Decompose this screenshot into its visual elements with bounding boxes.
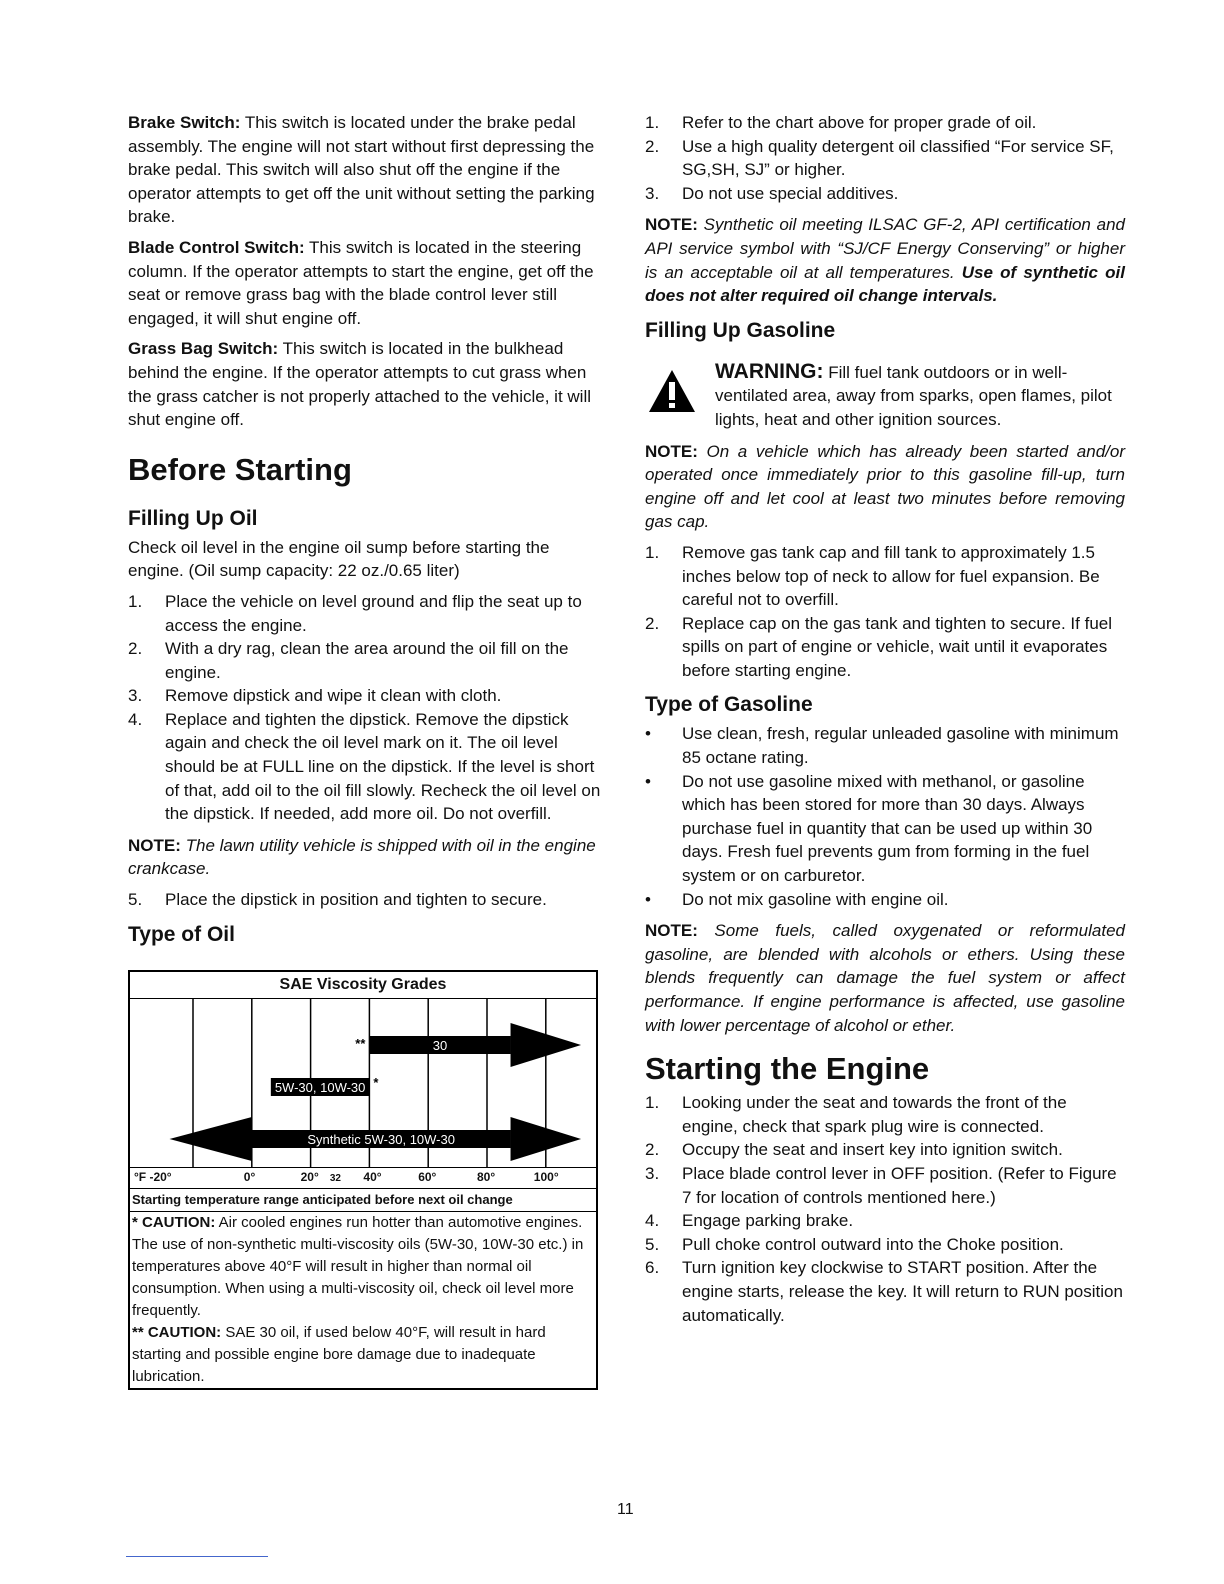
num: 3. — [128, 686, 143, 706]
text: Remove dipstick and wipe it clean with cloth. — [165, 686, 502, 706]
series-label: Synthetic 5W-30, 10W-30 — [307, 1131, 455, 1147]
heading-filling-gasoline: Filling Up Gasoline — [645, 318, 836, 342]
chart-xlabel: Starting temperature range anticipated before next oil change — [130, 1189, 596, 1212]
warning-label: WARNING: — [715, 359, 824, 383]
text: Engage parking brake. — [682, 1211, 854, 1231]
list-item — [645, 1209, 1125, 1233]
heading-before-starting: Before Starting — [128, 451, 352, 487]
num: 3. — [645, 1163, 660, 1183]
chart-svg — [130, 999, 596, 1167]
bold-text: Use of synthetic oil does not alter required oil change intervals. — [645, 262, 1125, 306]
oil-grade-steps — [645, 111, 1125, 205]
note-oxygenated-fuels — [645, 919, 1125, 1037]
chart-axis — [130, 1167, 596, 1189]
bullet-icon: • — [645, 724, 651, 744]
num: 1. — [645, 113, 660, 132]
num: 2. — [128, 639, 143, 659]
num: 5. — [645, 1234, 660, 1254]
label: Grass Bag Switch: — [128, 339, 279, 359]
tick-label: °F -20° — [134, 1169, 172, 1184]
warning-triangle-icon — [647, 368, 697, 414]
text: Place the dipstick in position and tighten to secure. — [165, 890, 547, 910]
num: 1. — [128, 591, 143, 611]
list-item — [128, 590, 606, 637]
left-column — [128, 111, 606, 1390]
list-item — [645, 888, 1125, 912]
tick-label: 20° — [300, 1169, 319, 1184]
list-item — [645, 135, 1125, 182]
text: Use clean, fresh, regular unleaded gasoline with minimum 85 octane rating. — [682, 724, 1119, 768]
right-column — [645, 111, 1125, 1335]
list-item — [645, 541, 1125, 612]
list-item — [645, 770, 1125, 888]
num: 5. — [128, 890, 143, 910]
page-number: 11 — [617, 1501, 634, 1518]
text: The lawn utility vehicle is shipped with oil in the engine crankcase. — [128, 835, 596, 879]
text: Place blade control lever in OFF position. (Refer to Figure 7 for location of controls mentioned here.) — [682, 1163, 1117, 1207]
list-item — [645, 111, 1125, 135]
footer-rule — [126, 1556, 268, 1557]
num: 4. — [128, 709, 143, 729]
num: 3. — [645, 183, 660, 203]
num: 1. — [645, 1093, 660, 1113]
note-synthetic-oil — [645, 213, 1125, 307]
arrow-head-left — [169, 1117, 251, 1161]
text: Looking under the seat and towards the front of the engine, check that spark plug wire is connected. — [682, 1093, 1067, 1136]
num: 2. — [645, 1140, 660, 1160]
label: Blade Control Switch: — [128, 237, 305, 257]
label: * CAUTION: — [132, 1213, 216, 1231]
list-item — [645, 182, 1125, 206]
list-item — [128, 708, 606, 826]
brake-switch-paragraph — [128, 111, 606, 229]
num: 2. — [645, 613, 660, 633]
caution-2 — [130, 1322, 596, 1388]
bullet-icon: • — [645, 771, 651, 791]
text: Air cooled engines run hotter than automotive engines. The use of non-synthetic multi-viscosity oils (5W-30, 10W-30 etc.) in temperatures above 40°F will result in higher than normal oil consumption. When using a multi-viscosity oil, check oil level more frequently. — [132, 1213, 584, 1319]
oil-intro: Check oil level in the engine oil sump before starting the engine. (Oil sump capacity: 22 oz./0.65 liter) — [128, 537, 550, 581]
text: Replace and tighten the dipstick. Remove the dipstick again and check the oil level mark on it. The oil level should be at FULL line on the dipstick. If the level is short of that, add oil to the oil fill slowly. Recheck the oil level on the dipstick. If needed, add more oil. Do not overfill. — [165, 709, 601, 824]
label: ** CAUTION: — [132, 1323, 222, 1341]
oil-step-5 — [128, 888, 606, 912]
text: This switch is located in the bulkhead behind the engine. If the operator attempts to cut grass when the grass catcher is not properly attached to the vehicle, it will shut engine off. — [128, 339, 592, 430]
tick-label: 0° — [243, 1169, 256, 1184]
label: NOTE: — [645, 441, 698, 461]
text: SAE 30 oil, if used below 40°F, will result in hard starting and possible engine bore damage due to inadequate lubrication. — [132, 1323, 546, 1385]
label: NOTE: — [128, 835, 181, 855]
viscosity-chart — [128, 970, 598, 1390]
list-item — [645, 612, 1125, 683]
list-item — [128, 684, 606, 708]
list-item — [128, 888, 606, 912]
text: Occupy the seat and insert key into ignition switch. — [682, 1140, 1063, 1160]
list-item — [128, 637, 606, 684]
num: 1. — [645, 542, 660, 562]
text: Place the vehicle on level ground and flip the seat up to access the engine. — [165, 591, 582, 635]
heading-starting-engine: Starting the Engine — [645, 1051, 930, 1087]
tick-label: 40° — [363, 1169, 382, 1184]
heading-type-of-gasoline: Type of Gasoline — [645, 693, 813, 717]
list-item — [645, 1233, 1125, 1257]
text: Do not use gasoline mixed with methanol, or gasoline which has been stored for more than 30 days. Always purchase fuel in quantity that can be used up within 30 days. Fresh fuel prevents gum from forming in the fuel system or on carburetor. — [682, 771, 1093, 886]
warning-text: Fill fuel tank outdoors or in well-ventilated area, away from sparks, open flames, pilot lights, heat and other ignition sources. — [715, 362, 1112, 429]
num: 6. — [645, 1258, 660, 1278]
heading-type-of-oil: Type of Oil — [128, 922, 235, 946]
gas-bullets — [645, 722, 1125, 911]
list-item — [645, 1138, 1125, 1162]
series-label: 5W-30, 10W-30 — [274, 1079, 366, 1095]
text: This switch is located in the steering column. If the operator attempts to start the engine, get off the seat or remove grass bag with the blade control lever still engaged, it will shut engine off. — [128, 237, 594, 328]
tick-label: 32 — [329, 1172, 341, 1184]
chart-title: SAE Viscosity Grades — [130, 972, 596, 999]
series-label: 30 — [432, 1037, 448, 1053]
gas-steps — [645, 541, 1125, 683]
text: Do not mix gasoline with engine oil. — [682, 889, 949, 909]
bullet-icon: • — [645, 889, 651, 909]
num: 2. — [645, 136, 660, 156]
label: Brake Switch: — [128, 113, 241, 132]
grass-bag-switch-paragraph — [128, 337, 606, 431]
series-marker: ** — [355, 1035, 366, 1051]
tick-label: 100° — [533, 1169, 559, 1184]
chart-plot — [130, 999, 596, 1167]
heading-filling-oil: Filling Up Oil — [128, 506, 258, 530]
text: Do not use special additives. — [682, 183, 899, 203]
text: Synthetic oil meeting ILSAC GF-2, API certification and API service symbol with “SJ/CF Energy Conserving” or higher is an acceptable oil at all temperatures. — [645, 215, 1125, 282]
series-marker: * — [373, 1074, 379, 1090]
num: 4. — [645, 1211, 660, 1231]
tick-label: 80° — [477, 1169, 496, 1184]
text: Some fuels, called oxygenated or reformulated gasoline, are blended with alcohols or ethers. Using these blends frequently can damage the fuel system or affect performance. If engine performance is affected, use gasoline with lower percentage of alcohol or ether. — [645, 921, 1125, 1035]
text: This switch is located under the brake pedal assembly. The engine will not start without first depressing the brake pedal. This switch will also shut off the engine if the operator attempts to get off the unit without setting the parking brake. — [128, 113, 595, 227]
text: Remove gas tank cap and fill tank to approximately 1.5 inches below top of neck to allow for fuel expansion. Be careful not to overfill. — [682, 542, 1100, 610]
text: Replace cap on the gas tank and tighten to secure. If fuel spills on part of engine or vehicle, wait until it evaporates before starting engine. — [682, 613, 1113, 680]
list-item — [645, 1091, 1125, 1138]
text: With a dry rag, clean the area around the oil fill on the engine. — [165, 639, 569, 682]
warning-block — [645, 360, 1125, 432]
start-steps — [645, 1091, 1125, 1327]
label: NOTE: — [645, 215, 698, 235]
blade-switch-paragraph — [128, 236, 606, 330]
note-shipped-oil — [128, 834, 606, 881]
list-item — [645, 722, 1125, 769]
label: NOTE: — [645, 921, 698, 941]
caution-1 — [130, 1212, 596, 1322]
tick-label: 60° — [418, 1169, 437, 1184]
text: On a vehicle which has already been started and/or operated once immediately prior to this gasoline fill-up, turn engine off and let cool at least two minutes before removing gas cap. — [645, 441, 1125, 532]
note-cool-engine — [645, 440, 1125, 534]
oil-steps — [128, 590, 606, 826]
text: Pull choke control outward into the Choke position. — [682, 1234, 1064, 1254]
list-item — [645, 1162, 1125, 1209]
text: Refer to the chart above for proper grade of oil. — [682, 113, 1037, 132]
text: Turn ignition key clockwise to START position. After the engine starts, release the key. It will return to RUN position automatically. — [682, 1258, 1123, 1325]
list-item — [645, 1256, 1125, 1327]
text: Use a high quality detergent oil classified “For service SF, SG,SH, SJ” or higher. — [682, 136, 1114, 180]
